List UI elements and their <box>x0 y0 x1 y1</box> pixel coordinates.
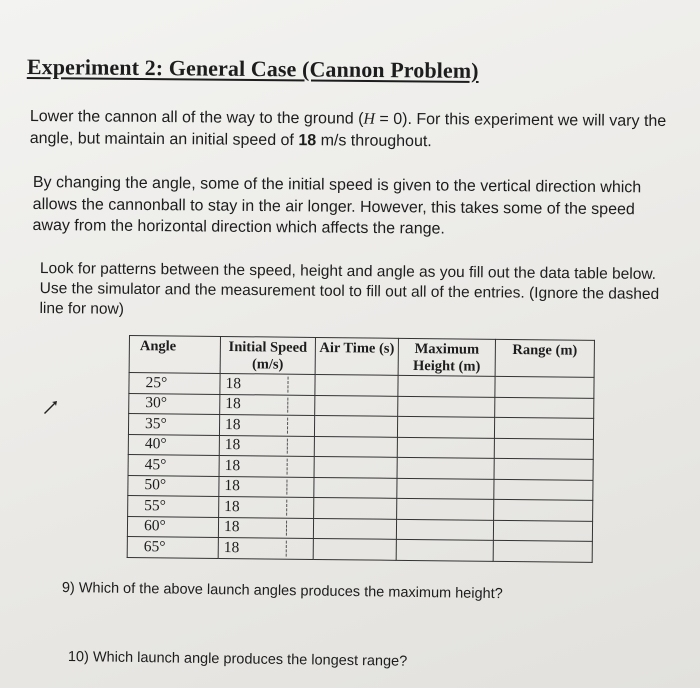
air-time-cell[interactable] <box>313 518 396 539</box>
initial-speed-cell: 18 <box>219 476 314 497</box>
header-range: Range (m) <box>495 339 594 377</box>
air-time-cell[interactable] <box>313 538 396 559</box>
question-10: 10) Which launch angle produces the longest range? <box>67 649 408 670</box>
data-table <box>127 335 595 562</box>
angle-cell: 50° <box>128 475 219 496</box>
table-row <box>127 536 592 561</box>
maximum-height-cell[interactable] <box>397 457 494 479</box>
air-time-cell[interactable] <box>314 477 397 498</box>
air-time-cell[interactable] <box>315 374 398 395</box>
range-cell[interactable] <box>495 397 594 419</box>
range-cell[interactable] <box>494 499 593 521</box>
header-angle: Angle <box>129 336 220 374</box>
angle-cell: 55° <box>128 495 219 516</box>
initial-speed-cell: 18 <box>219 435 314 456</box>
angle-cell: 40° <box>128 434 219 455</box>
angle-cell: 25° <box>129 373 220 394</box>
height-variable: H <box>363 110 376 128</box>
range-cell[interactable] <box>495 376 594 398</box>
angle-cell: 60° <box>127 516 218 537</box>
initial-speed-cell: 18 <box>218 537 313 558</box>
range-cell[interactable] <box>494 438 593 460</box>
maximum-height-cell[interactable] <box>398 396 495 418</box>
mouse-pointer-icon <box>43 400 59 418</box>
maximum-height-cell[interactable] <box>397 437 494 459</box>
range-cell[interactable] <box>493 520 592 542</box>
angle-cell: 35° <box>128 414 219 435</box>
angle-cell: 45° <box>128 454 219 475</box>
header-air-time: Air Time (s) <box>315 337 398 375</box>
maximum-height-cell[interactable] <box>398 375 495 397</box>
data-table-container <box>127 335 595 562</box>
initial-speed-cell: 18 <box>220 394 315 415</box>
initial-speed-cell: 18 <box>218 517 313 538</box>
maximum-height-cell[interactable] <box>396 539 493 561</box>
air-time-cell[interactable] <box>314 415 397 436</box>
header-initial-speed: Initial Speed (m/s) <box>220 336 315 374</box>
air-time-cell[interactable] <box>314 456 397 477</box>
maximum-height-cell[interactable] <box>397 498 494 520</box>
range-cell[interactable] <box>494 417 593 439</box>
maximum-height-cell[interactable] <box>396 519 493 541</box>
instructions-paragraph: Look for patterns between the speed, height and angle as you fill out the data table below. Use the simulator and the measurement tool to fill out all of the entries. (Ignore the dashed line for now) <box>39 259 660 318</box>
angle-cell: 30° <box>129 393 220 414</box>
air-time-cell[interactable] <box>314 497 397 518</box>
page-title: Experiment 2: General Case (Cannon Problem) <box>26 54 479 83</box>
question-9: 9) Which of the above launch angles produces the maximum height? <box>61 580 503 603</box>
air-time-cell[interactable] <box>314 436 397 457</box>
air-time-cell[interactable] <box>315 395 398 416</box>
initial-speed-cell: 18 <box>219 455 314 476</box>
maximum-height-cell[interactable] <box>397 478 494 500</box>
initial-speed-cell: 18 <box>219 496 314 517</box>
table-header-row <box>129 336 594 378</box>
intro-paragraph: Lower the cannon all of the way to the ground (H = 0). For this experiment we will vary the angle, but maintain an initial speed of 18 m/s throughout. <box>29 107 667 150</box>
angle-cell: 65° <box>127 536 218 557</box>
initial-speed-value: 18 <box>298 131 317 149</box>
maximum-height-cell[interactable] <box>397 416 494 438</box>
range-cell[interactable] <box>494 458 593 480</box>
header-maximum-height: Maximum Height (m) <box>398 338 495 376</box>
range-cell[interactable] <box>493 540 592 562</box>
range-cell[interactable] <box>494 479 593 501</box>
initial-speed-cell: 18 <box>220 373 315 394</box>
explanation-paragraph: By changing the angle, some of the initial speed is given to the vertical direction which allows the cannonball to stay in the air longer. However, this takes some of the speed away from the horizontal direction which affects the range. <box>32 173 642 238</box>
initial-speed-cell: 18 <box>219 414 314 435</box>
